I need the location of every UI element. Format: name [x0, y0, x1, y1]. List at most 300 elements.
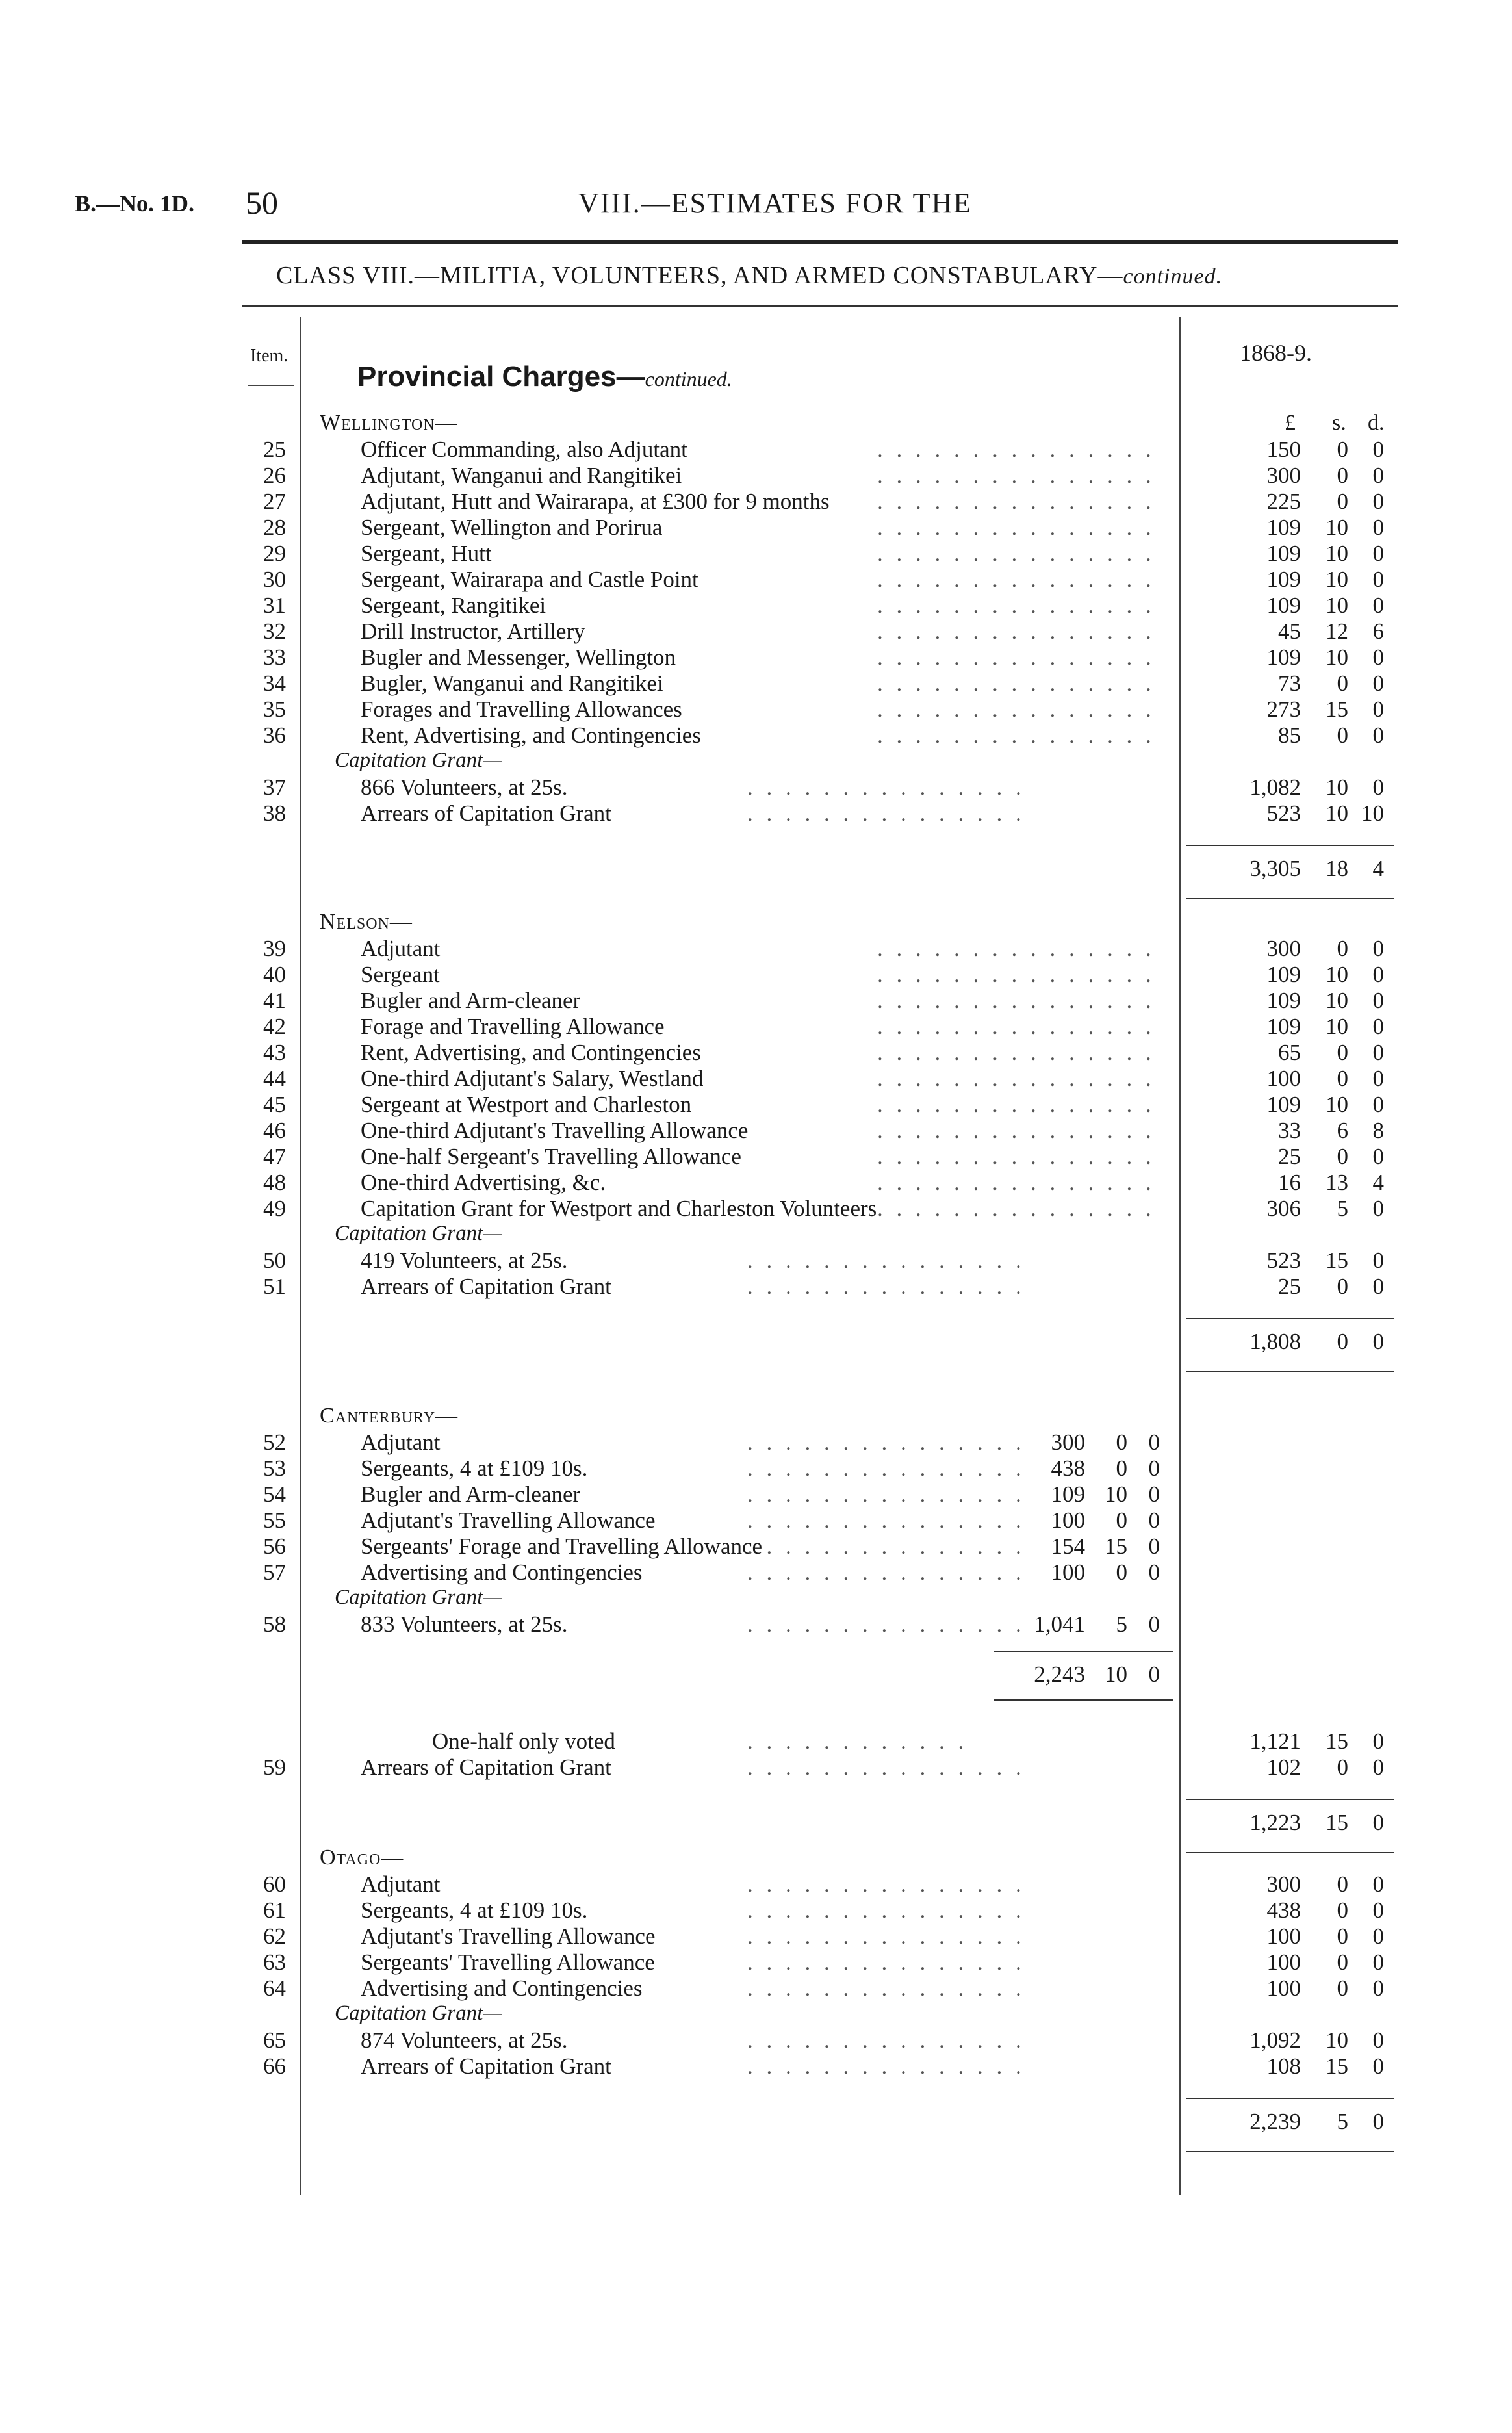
- table-row: [0, 489, 1512, 515]
- table-row: [0, 1924, 1512, 1950]
- amount-pence: 0: [1372, 1014, 1384, 1039]
- amount-shillings: 15: [1326, 2053, 1348, 2079]
- amount-pence: 8: [1372, 1118, 1384, 1143]
- table-row: [0, 1118, 1512, 1144]
- leader-dots: . . . . . . . . . . . . . . .: [747, 1508, 1025, 1533]
- amount-pounds: 154: [1051, 1534, 1085, 1559]
- item-number: 53: [263, 1456, 286, 1481]
- item-number: 60: [263, 1872, 286, 1897]
- table-row: [0, 541, 1512, 567]
- leader-dots: . . . . . . . . . . . . . . .: [747, 1482, 1025, 1507]
- item-description: Sergeant: [361, 962, 440, 987]
- table-row: [0, 645, 1512, 671]
- item-number: 37: [263, 775, 286, 800]
- amount-pounds: 300: [1266, 936, 1301, 961]
- total-shillings: 0: [1337, 1329, 1348, 1354]
- amount-shillings: 0: [1337, 936, 1348, 961]
- item-description: Adjutant's Travelling Allowance: [361, 1508, 656, 1533]
- amount-pence: 0: [1148, 1430, 1160, 1455]
- item-description: Sergeant, Wellington and Porirua: [361, 515, 663, 540]
- amount-shillings: 0: [1337, 1950, 1348, 1975]
- item-description: Adjutant, Hutt and Wairarapa, at £300 for 9 months: [361, 489, 830, 514]
- amount-pounds: 100: [1266, 1066, 1301, 1091]
- leader-dots: . . . . . . . . . . . . . . .: [747, 775, 1025, 800]
- amount-pence: 0: [1372, 593, 1384, 618]
- amount-pence: 0: [1372, 1755, 1384, 1780]
- amount-pence: 0: [1372, 1872, 1384, 1897]
- item-number: 58: [263, 1612, 286, 1637]
- amount-pounds: 102: [1266, 1755, 1301, 1780]
- half-shillings: 15: [1326, 1729, 1348, 1754]
- amount-shillings: 10: [1326, 962, 1348, 987]
- total-shillings: 15: [1326, 1810, 1348, 1835]
- item-description: Bugler and Messenger, Wellington: [361, 645, 676, 670]
- amount-shillings: 0: [1337, 1144, 1348, 1169]
- leader-dots: . . . . . . . . . . . . . . .: [747, 1755, 1025, 1780]
- total-shillings: 18: [1326, 856, 1348, 881]
- amount-shillings: 10: [1326, 593, 1348, 618]
- table-row: [0, 1248, 1512, 1274]
- document-reference: B.—No. 1D.: [75, 190, 195, 216]
- leader-dots: . . . . . . . . . . . . . . .: [877, 1118, 1155, 1143]
- table-row: [0, 775, 1512, 801]
- total-rule: [1186, 898, 1394, 899]
- amount-shillings: 0: [1337, 1898, 1348, 1923]
- total-pence: 4: [1372, 856, 1384, 881]
- item-description: Adjutant's Travelling Allowance: [361, 1924, 656, 1949]
- item-description: One-third Adjutant's Travelling Allowance: [361, 1118, 749, 1143]
- table-row: [0, 1950, 1512, 1976]
- item-description: One-third Advertising, &c.: [361, 1170, 606, 1195]
- provincial-heading-suffix: continued.: [645, 367, 732, 391]
- amount-shillings: 10: [1326, 801, 1348, 826]
- leader-dots: . . . . . . . . . . . . . . .: [877, 1092, 1155, 1117]
- item-number: 50: [263, 1248, 286, 1273]
- leader-dots: . . . . . . . . . . . . . . .: [747, 1924, 1025, 1949]
- amount-pounds: 108: [1266, 2053, 1301, 2079]
- item-number: 62: [263, 1924, 286, 1949]
- item-number: 43: [263, 1040, 286, 1065]
- amount-pence: 0: [1372, 541, 1384, 566]
- leader-dots: . . . . . . . . . . . . . . .: [877, 593, 1155, 618]
- amount-shillings: 0: [1337, 1040, 1348, 1065]
- item-description: Arrears of Capitation Grant: [361, 1274, 611, 1299]
- amount-pounds: 100: [1051, 1508, 1085, 1533]
- item-description: Sergeant, Hutt: [361, 541, 492, 566]
- leader-dots: . . . . . . . . . . . . . . .: [877, 515, 1155, 540]
- table-row: [0, 1898, 1512, 1924]
- amount-pounds: 523: [1266, 801, 1301, 826]
- leader-dots: . . . . . . . . . . . . . . .: [747, 2028, 1025, 2053]
- amount-pounds: 109: [1266, 645, 1301, 670]
- amount-pounds: 273: [1266, 697, 1301, 722]
- amount-pounds: 109: [1266, 962, 1301, 987]
- leader-dots: . . . . . . . . . . . . . . .: [877, 437, 1155, 462]
- amount-shillings: 0: [1116, 1430, 1127, 1455]
- amount-pence: 10: [1361, 801, 1384, 826]
- leader-dots: . . . . . . . . . . . . . . .: [877, 1040, 1155, 1065]
- table-row: [0, 1755, 1512, 1781]
- amount-pence: 0: [1372, 1950, 1384, 1975]
- section-heading-nelson: Nelson—: [320, 910, 413, 934]
- amount-pence: 0: [1372, 2053, 1384, 2079]
- leader-dots: . . . . . . . . . . . . . . .: [877, 541, 1155, 566]
- capitation-grant-label: Capitation Grant—: [335, 749, 502, 772]
- amount-shillings: 10: [1326, 645, 1348, 670]
- table-row: [0, 1144, 1512, 1170]
- amount-shillings: 10: [1326, 1092, 1348, 1117]
- amount-pounds: 33: [1278, 1118, 1301, 1143]
- leader-dots: . . . . . . . . . . . . . . .: [747, 1872, 1025, 1897]
- amount-shillings: 10: [1326, 567, 1348, 592]
- amount-pence: 0: [1372, 1898, 1384, 1923]
- table-row: [0, 1066, 1512, 1092]
- half-pounds: 1,121: [1249, 1729, 1301, 1754]
- section-heading-otago: Otago—: [320, 1846, 404, 1870]
- item-description: 874 Volunteers, at 25s.: [361, 2028, 568, 2053]
- section-heading-wellington: Wellington—: [320, 411, 458, 435]
- capitation-grant-label: Capitation Grant—: [335, 2002, 502, 2025]
- otago-total: [0, 2109, 1512, 2135]
- table-row: [0, 1274, 1512, 1300]
- table-row: [0, 1534, 1512, 1560]
- leader-dots: . . . . . . . . . . . . . . .: [877, 619, 1155, 644]
- amount-shillings: 10: [1326, 775, 1348, 800]
- item-number: 49: [263, 1196, 286, 1221]
- table-row: [0, 723, 1512, 749]
- amount-pounds: 523: [1266, 1248, 1301, 1273]
- table-row: [0, 593, 1512, 619]
- amount-pence: 0: [1148, 1612, 1160, 1637]
- amount-pence: 0: [1148, 1534, 1160, 1559]
- total-pence: 0: [1372, 1810, 1384, 1835]
- amount-shillings: 0: [1337, 1274, 1348, 1299]
- total-rule: [1186, 1799, 1394, 1800]
- half-pence: 0: [1372, 1729, 1384, 1754]
- item-description: Forage and Travelling Allowance: [361, 1014, 665, 1039]
- item-number: 44: [263, 1066, 286, 1091]
- amount-shillings: 0: [1337, 723, 1348, 748]
- item-number: 29: [263, 541, 286, 566]
- amount-pence: 0: [1372, 1040, 1384, 1065]
- amount-shillings: 0: [1337, 489, 1348, 514]
- leader-dots: . . . . . . . . . . . . . . .: [877, 988, 1155, 1013]
- item-number: 40: [263, 962, 286, 987]
- canterbury-subtotal: [0, 1662, 1512, 1688]
- amount-pence: 0: [1372, 1144, 1384, 1169]
- amount-shillings: 0: [1337, 463, 1348, 488]
- leader-dots: . . . . . . . . . . . . . . .: [747, 1612, 1025, 1637]
- amount-shillings: 0: [1337, 1066, 1348, 1091]
- amount-pounds: 306: [1266, 1196, 1301, 1221]
- amount-shillings: 5: [1337, 1196, 1348, 1221]
- amount-pounds: 100: [1266, 1924, 1301, 1949]
- table-row: [0, 567, 1512, 593]
- item-description: Arrears of Capitation Grant: [361, 2053, 611, 2079]
- item-description: Sergeants' Travelling Allowance: [361, 1950, 655, 1975]
- amount-pounds: 65: [1278, 1040, 1301, 1065]
- amount-pence: 0: [1372, 988, 1384, 1013]
- item-number: 30: [263, 567, 286, 592]
- item-number: 27: [263, 489, 286, 514]
- total-pence: 0: [1148, 1662, 1160, 1687]
- amount-pence: 0: [1372, 1976, 1384, 2001]
- amount-shillings: 0: [1337, 1755, 1348, 1780]
- total-pence: 0: [1372, 2109, 1384, 2134]
- item-description: Sergeants' Forage and Travelling Allowance: [361, 1534, 763, 1559]
- amount-pounds: 45: [1278, 619, 1301, 644]
- item-description: One-third Adjutant's Salary, Westland: [361, 1066, 704, 1091]
- leader-dots: . . . . . . . . . . . .: [747, 1729, 968, 1754]
- amount-pence: 0: [1372, 567, 1384, 592]
- leader-dots: . . . . . . . . . . . . . . .: [747, 801, 1025, 826]
- leader-dots: . . . . . . . . . . . . . . .: [877, 1066, 1155, 1091]
- leader-dots: . . . . . . . . . . . . . . .: [877, 1170, 1155, 1195]
- item-number: 36: [263, 723, 286, 748]
- item-number: 61: [263, 1898, 286, 1923]
- amount-pence: 0: [1372, 437, 1384, 462]
- total-rule: [1186, 2151, 1394, 2152]
- amount-shillings: 10: [1326, 515, 1348, 540]
- header-rule: [242, 240, 1398, 244]
- class-title-suffix: continued.: [1123, 264, 1223, 289]
- leader-dots: . . . . . . . . . . . . . . .: [747, 1950, 1025, 1975]
- amount-shillings: 13: [1326, 1170, 1348, 1195]
- item-number: 38: [263, 801, 286, 826]
- item-description: Capitation Grant for Westport and Charleston Volunteers: [361, 1196, 877, 1221]
- subtotal-rule: [994, 1699, 1173, 1701]
- amount-shillings: 0: [1337, 437, 1348, 462]
- half-voted-label: One-half only voted: [432, 1729, 615, 1754]
- table-row: [0, 2053, 1512, 2079]
- leader-dots: . . . . . . . . . . . . . . .: [877, 936, 1155, 961]
- item-heading-rule: [248, 385, 294, 386]
- leader-dots: . . . . . . . . . . . . . . .: [747, 1560, 1025, 1585]
- amount-pence: 0: [1372, 936, 1384, 961]
- item-description: 833 Volunteers, at 25s.: [361, 1612, 568, 1637]
- table-row: [0, 936, 1512, 962]
- amount-shillings: 15: [1326, 1248, 1348, 1273]
- total-pence: 0: [1372, 1329, 1384, 1354]
- item-description: Bugler and Arm-cleaner: [361, 1482, 581, 1507]
- item-number: 48: [263, 1170, 286, 1195]
- provincial-charges-heading: [357, 361, 732, 393]
- shillings-heading: s.: [1332, 411, 1346, 435]
- amount-shillings: 5: [1116, 1612, 1127, 1637]
- amount-shillings: 6: [1337, 1118, 1348, 1143]
- table-row: [0, 1872, 1512, 1898]
- item-number: 35: [263, 697, 286, 722]
- amount-pounds: 85: [1278, 723, 1301, 748]
- item-description: Advertising and Contingencies: [361, 1976, 643, 2001]
- table-row: [0, 2028, 1512, 2053]
- amount-pence: 0: [1372, 1196, 1384, 1221]
- item-number: 42: [263, 1014, 286, 1039]
- amount-pence: 0: [1372, 463, 1384, 488]
- amount-pounds: 109: [1266, 1014, 1301, 1039]
- amount-pence: 0: [1148, 1560, 1160, 1585]
- amount-pence: 0: [1372, 775, 1384, 800]
- item-description: 866 Volunteers, at 25s.: [361, 775, 568, 800]
- amount-pounds: 1,041: [1034, 1612, 1085, 1637]
- item-description: Sergeants, 4 at £109 10s.: [361, 1898, 588, 1923]
- table-row: [0, 1430, 1512, 1456]
- amount-pence: 0: [1372, 645, 1384, 670]
- leader-dots: . . . . . . . . . . . . . . .: [747, 1976, 1025, 2001]
- table-row: [0, 1508, 1512, 1534]
- amount-shillings: 0: [1116, 1560, 1127, 1585]
- amount-pence: 4: [1372, 1170, 1384, 1195]
- item-description: Rent, Advertising, and Contingencies: [361, 723, 701, 748]
- item-number: 64: [263, 1976, 286, 2001]
- amount-pence: 0: [1372, 1248, 1384, 1273]
- amount-pence: 0: [1148, 1482, 1160, 1507]
- leader-dots: . . . . . . . . . . . . . . .: [877, 1144, 1155, 1169]
- year-column-heading: 1868-9.: [1240, 340, 1312, 366]
- item-description: Adjutant, Wanganui and Rangitikei: [361, 463, 682, 488]
- item-description: Bugler, Wanganui and Rangitikei: [361, 671, 663, 696]
- leader-dots: . . . . . . . . . . . . . . .: [877, 489, 1155, 514]
- total-pounds: 2,243: [1034, 1662, 1085, 1687]
- item-number: 55: [263, 1508, 286, 1533]
- pence-heading: d.: [1368, 411, 1385, 435]
- amount-pounds: 109: [1266, 988, 1301, 1013]
- amount-pounds: 100: [1266, 1976, 1301, 2001]
- pounds-heading: £: [1285, 411, 1296, 435]
- item-number: 52: [263, 1430, 286, 1455]
- amount-pounds: 73: [1278, 671, 1301, 696]
- amount-shillings: 0: [1116, 1456, 1127, 1481]
- item-number: 65: [263, 2028, 286, 2053]
- amount-shillings: 15: [1326, 697, 1348, 722]
- amount-shillings: 10: [1326, 988, 1348, 1013]
- item-number: 41: [263, 988, 286, 1013]
- capitation-grant-label: Capitation Grant—: [335, 1222, 502, 1245]
- class-title-text: CLASS VIII.—MILITIA, VOLUNTEERS, AND ARMED CONSTABULARY—: [276, 262, 1123, 289]
- amount-pence: 0: [1372, 489, 1384, 514]
- canterbury-total: [0, 1810, 1512, 1836]
- item-number: 39: [263, 936, 286, 961]
- total-shillings: 10: [1105, 1662, 1127, 1687]
- amount-pence: 0: [1372, 723, 1384, 748]
- item-number: 34: [263, 671, 286, 696]
- amount-shillings: 15: [1105, 1534, 1127, 1559]
- amount-pounds: 100: [1051, 1560, 1085, 1585]
- amount-pounds: 100: [1266, 1950, 1301, 1975]
- leader-dots: . . . . . . . . . . . . . . .: [877, 723, 1155, 748]
- leader-dots: . . . . . . . . . . . . . . .: [747, 1898, 1025, 1923]
- total-pounds: 2,239: [1249, 2109, 1301, 2134]
- amount-pounds: 300: [1266, 1872, 1301, 1897]
- item-description: Forages and Travelling Allowances: [361, 697, 682, 722]
- item-number: 33: [263, 645, 286, 670]
- amount-pence: 0: [1372, 697, 1384, 722]
- nelson-total: [0, 1329, 1512, 1355]
- total-rule: [1186, 1852, 1394, 1853]
- total-rule: [1186, 2098, 1394, 2099]
- amount-pounds: 109: [1266, 1092, 1301, 1117]
- table-row: [0, 1170, 1512, 1196]
- class-title: [276, 261, 1222, 290]
- amount-pence: 0: [1372, 1066, 1384, 1091]
- amount-pence: 0: [1372, 515, 1384, 540]
- page-title: VIII.—ESTIMATES FOR THE: [578, 187, 973, 219]
- amount-pounds: 438: [1266, 1898, 1301, 1923]
- item-description: 419 Volunteers, at 25s.: [361, 1248, 568, 1273]
- amount-pounds: 25: [1278, 1144, 1301, 1169]
- item-number: 63: [263, 1950, 286, 1975]
- wellington-total: [0, 856, 1512, 882]
- leader-dots: . . . . . . . . . . . . . . .: [877, 463, 1155, 488]
- item-number: 56: [263, 1534, 286, 1559]
- item-description: Sergeant at Westport and Charleston: [361, 1092, 692, 1117]
- amount-pounds: 300: [1266, 463, 1301, 488]
- item-number: 25: [263, 437, 286, 462]
- table-row: [0, 697, 1512, 723]
- page-number: 50: [246, 185, 278, 221]
- leader-dots: . . . . . . . . . . . . . . .: [877, 567, 1155, 592]
- amount-pounds: 438: [1051, 1456, 1085, 1481]
- item-number: 26: [263, 463, 286, 488]
- table-row: [0, 1612, 1512, 1638]
- table-row: [0, 801, 1512, 827]
- total-rule: [1186, 1318, 1394, 1319]
- amount-pounds: 109: [1266, 541, 1301, 566]
- item-number: 45: [263, 1092, 286, 1117]
- leader-dots: . . . . . . . . . . . . . . .: [747, 2053, 1025, 2079]
- leader-dots: . . . . . . . . . . . . . . .: [747, 1248, 1025, 1273]
- provincial-heading-text: Provincial Charges—: [357, 361, 645, 393]
- item-number: 32: [263, 619, 286, 644]
- item-description: Rent, Advertising, and Contingencies: [361, 1040, 701, 1065]
- item-description: Adjutant: [361, 936, 441, 961]
- amount-pounds: 109: [1266, 515, 1301, 540]
- amount-pounds: 1,092: [1249, 2028, 1301, 2053]
- amount-shillings: 10: [1326, 2028, 1348, 2053]
- item-description: Advertising and Contingencies: [361, 1560, 643, 1585]
- amount-pounds: 1,082: [1249, 775, 1301, 800]
- amount-shillings: 0: [1337, 1976, 1348, 2001]
- amount-pence: 0: [1372, 1092, 1384, 1117]
- item-description: Bugler and Arm-cleaner: [361, 988, 581, 1013]
- item-number: 28: [263, 515, 286, 540]
- item-column-heading: Item.: [250, 346, 288, 366]
- amount-shillings: 0: [1337, 1872, 1348, 1897]
- table-row: [0, 1560, 1512, 1586]
- total-pounds: 3,305: [1249, 856, 1301, 881]
- item-description: Adjutant: [361, 1872, 441, 1897]
- item-number: 51: [263, 1274, 286, 1299]
- item-description: Adjutant: [361, 1430, 441, 1455]
- amount-pence: 0: [1372, 962, 1384, 987]
- item-description: Arrears of Capitation Grant: [361, 1755, 611, 1780]
- item-number: 66: [263, 2053, 286, 2079]
- table-row: [0, 1729, 1512, 1755]
- amount-pounds: 16: [1278, 1170, 1301, 1195]
- amount-pence: 0: [1372, 671, 1384, 696]
- amount-pence: 0: [1148, 1456, 1160, 1481]
- table-row: [0, 1040, 1512, 1066]
- table-row: [0, 437, 1512, 463]
- leader-dots: . . . . . . . . . . . . . . .: [747, 1456, 1025, 1481]
- capitation-grant-label: Capitation Grant—: [335, 1586, 502, 1609]
- table-row: [0, 1196, 1512, 1222]
- item-description: Sergeant, Rangitikei: [361, 593, 546, 618]
- amount-shillings: 12: [1326, 619, 1348, 644]
- leader-dots: . . . . . . . . . . . . . . .: [877, 645, 1155, 670]
- leader-dots: . . . . . . . . . . . . . . .: [747, 1274, 1025, 1299]
- total-pounds: 1,808: [1249, 1329, 1301, 1354]
